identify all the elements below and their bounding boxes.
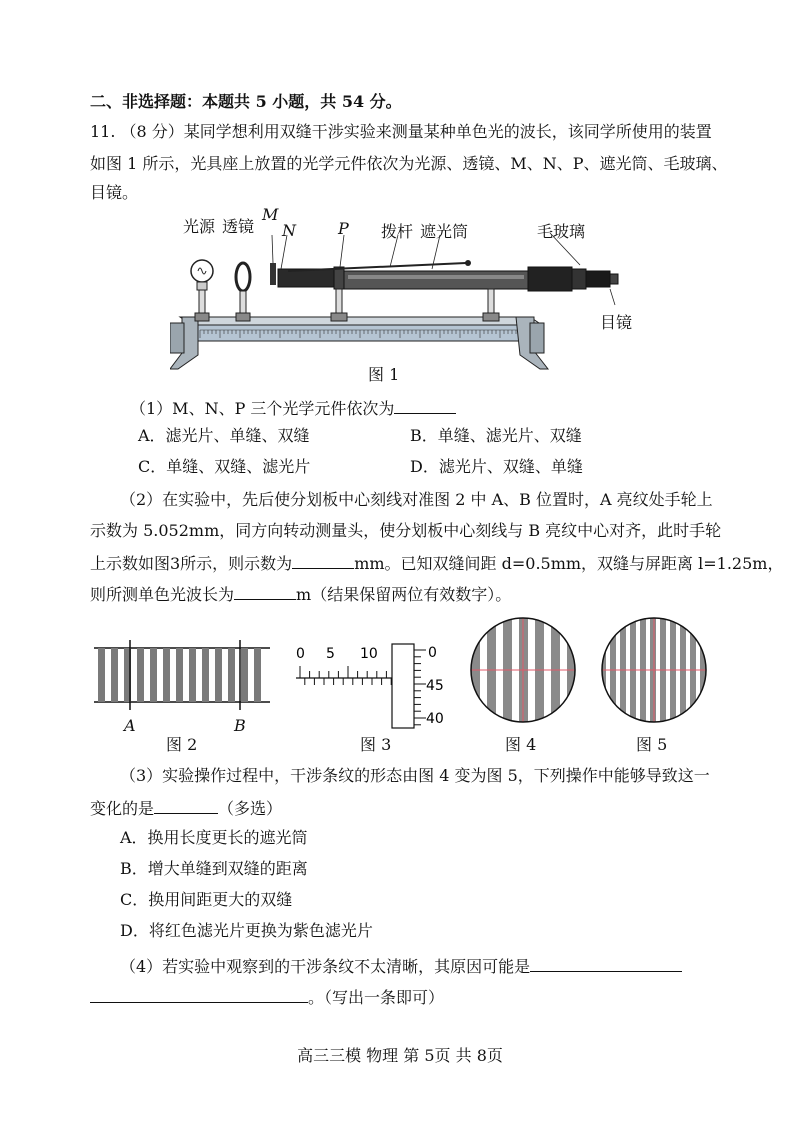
- fig2-fringe-band: [189, 648, 196, 702]
- fig3-main-tick-0: 0: [296, 646, 305, 662]
- sub4-line-1: [120, 955, 682, 977]
- sub2-line-3-end: mm。已知双缝间距 d=0.5mm，双缝与屏距离 l=1.25m，: [354, 554, 784, 573]
- figure-2-fringes: [92, 636, 272, 716]
- sub3-answer-blank[interactable]: [154, 797, 218, 814]
- fig3-main-tick-5: 5: [326, 646, 335, 662]
- fig2-fringe-band: [137, 648, 144, 702]
- q11-intro-line-1: 11. （8 分）某同学想利用双缝干涉实验来测量某种单色光的波长，该同学所使用的装置: [90, 122, 712, 141]
- fig4-caption: 图 4: [505, 735, 537, 754]
- sub3-line-2-start: 变化的是: [90, 799, 155, 818]
- sub2-line-4: [90, 583, 511, 605]
- fig1-label-rod: 拨杆: [381, 222, 414, 241]
- figure-4-view: [467, 614, 579, 726]
- sub2-line-1: （2）在实验中，先后使分划板中心刻线对准图 2 中 A、B 位置时，A 亮纹处手轮上: [120, 490, 713, 509]
- fig2-fringe-band: [241, 648, 248, 702]
- fig2-fringe-band: [228, 648, 235, 702]
- fig1-label-p: P: [338, 219, 349, 238]
- fig2-fringe-band: [163, 648, 170, 702]
- fig3-caption: 图 3: [360, 735, 392, 754]
- figure-3-micrometer: [292, 640, 462, 730]
- sub2-reading-blank[interactable]: [292, 552, 354, 569]
- fig3-thimble-tick-40: 40: [426, 711, 444, 727]
- sub2-line-2: 示数为 5.052mm，同方向转动测量头，使分划板中心刻线与 B 亮纹中心对齐，此时手轮: [90, 521, 722, 540]
- fig2-fringe-band: [98, 648, 105, 702]
- sub3-option-b: B．增大单缝到双缝的距离: [120, 859, 308, 878]
- sub1-answer-blank[interactable]: [394, 397, 456, 414]
- sub2-line-3-start: 上示数如图3所示，则示数为: [90, 554, 293, 573]
- sub2-wavelength-blank[interactable]: [234, 583, 296, 600]
- fig2-fringe-band: [254, 648, 261, 702]
- sub4-answer-blank-1[interactable]: [530, 955, 682, 972]
- sub3-option-a: A．换用长度更长的遮光筒: [120, 828, 308, 847]
- fig3-thimble-tick-0: 0: [428, 645, 437, 661]
- fig2-fringe-band: [215, 648, 222, 702]
- fig1-label-light-source: 光源: [183, 217, 216, 236]
- fig2-fringe-band: [111, 648, 118, 702]
- fig2-fringe-band: [150, 648, 157, 702]
- sub3-line-2-end: （多选）: [218, 799, 283, 818]
- sub3-option-d: D．将红色滤光片更换为紫色滤光片: [120, 921, 373, 940]
- sub4-answer-blank-2[interactable]: [90, 986, 308, 1003]
- fig3-main-tick-10: 10: [360, 646, 378, 662]
- fig2-caption: 图 2: [166, 735, 198, 754]
- figure-5-view: [598, 614, 710, 726]
- sub3-line-1: （3）实验操作过程中，干涉条纹的形态由图 4 变为图 5，下列操作中能够导致这一: [120, 766, 710, 785]
- sub3-line-2: [90, 797, 282, 819]
- page-footer: 高三三模 物理 第 5页 共 8页: [297, 1046, 503, 1065]
- section-title: 二、非选择题：本题共 5 小题，共 54 分。: [90, 92, 402, 111]
- sub1-option-b: B．单缝、滤光片、双缝: [410, 426, 582, 445]
- fig2-label-b: B: [234, 716, 246, 735]
- fig2-fringe-band: [176, 648, 183, 702]
- fig1-label-n: N: [282, 221, 296, 240]
- sub2-line-4-start: 则所测单色光波长为: [90, 585, 235, 604]
- fig3-thimble-tick-45: 45: [426, 678, 444, 694]
- fig1-label-m: M: [262, 205, 279, 224]
- fig1-label-tube: 遮光筒: [420, 222, 469, 241]
- fig1-caption: 图 1: [368, 365, 400, 384]
- sub1-option-a: A．滤光片、单缝、双缝: [138, 426, 310, 445]
- sub2-line-3: [90, 552, 783, 574]
- sub4-line-2: [90, 986, 444, 1008]
- fig1-label-frosted-glass: 毛玻璃: [537, 222, 586, 241]
- sub1-option-c: C．单缝、双缝、滤光片: [138, 457, 311, 476]
- sub4-line-2-text: 。（写出一条即可）: [308, 988, 445, 1007]
- fig2-fringe-band: [202, 648, 209, 702]
- fig1-label-eyepiece: 目镜: [600, 313, 633, 332]
- sub4-line-1-text: （4）若实验中观察到的干涉条纹不太清晰，其原因可能是: [120, 957, 531, 976]
- sub3-option-c: C．换用间距更大的双缝: [120, 890, 293, 909]
- fig5-caption: 图 5: [636, 735, 668, 754]
- q11-intro-line-2: 如图 1 所示，光具座上放置的光学元件依次为光源、透镜、M、N、P、遮光筒、毛玻璃、: [90, 154, 728, 173]
- sub2-line-4-end: m（结果保留两位有效数字）。: [296, 585, 512, 604]
- sub1-question-text: （1）M、N、P 三个光学元件依次为: [130, 399, 395, 418]
- fig1-label-lens: 透镜: [222, 217, 255, 236]
- sub1-question: [130, 397, 456, 419]
- q11-intro-line-3: 目镜。: [90, 183, 139, 202]
- sub1-option-d: D．滤光片、双缝、单缝: [410, 457, 583, 476]
- fig2-label-a: A: [124, 716, 136, 735]
